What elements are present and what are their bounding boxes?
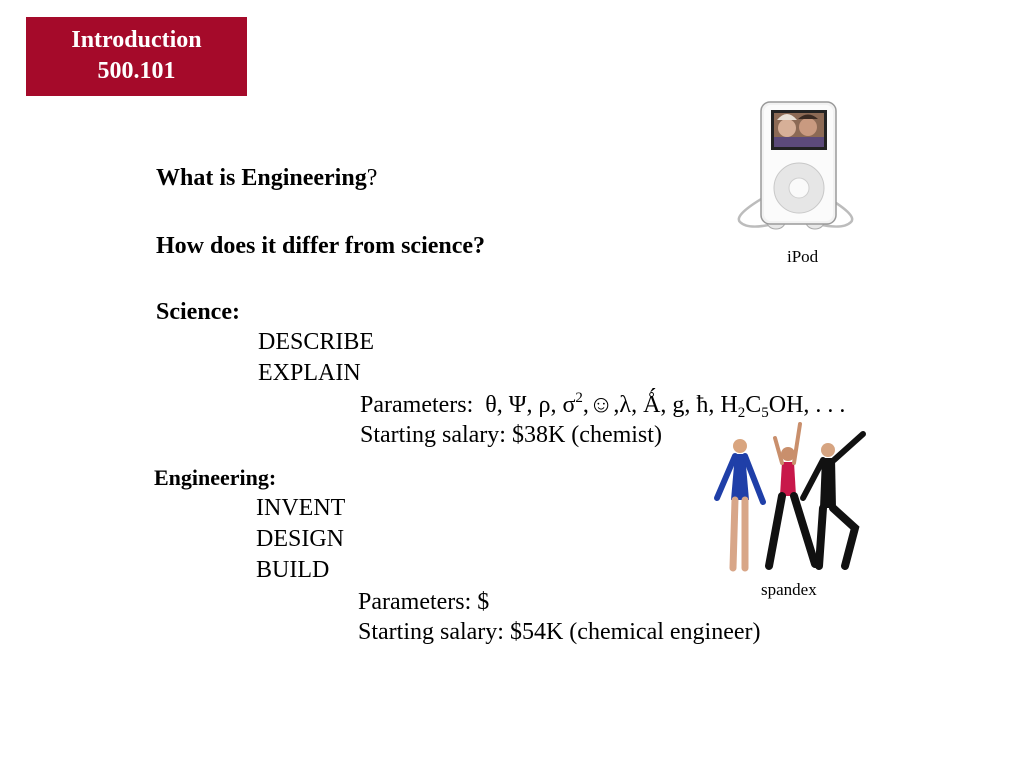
science-verb-describe: DESCRIBE: [258, 329, 375, 355]
spandex-caption: spandex: [761, 580, 817, 599]
science-heading: Science:: [156, 299, 240, 325]
title-line-2: 500.101: [97, 58, 176, 84]
engineering-heading: Engineering:: [154, 465, 277, 490]
question-engineering-bold: What is Engineering: [156, 165, 367, 191]
engineering-salary: Starting salary: $54K (chemical engineer): [358, 619, 761, 645]
science-parameters: [360, 390, 845, 420]
question-difference: How does it differ from science?: [156, 233, 486, 259]
science-params-label: Parameters:: [360, 392, 474, 418]
ipod-caption: iPod: [787, 247, 819, 266]
ipod-image: [728, 100, 863, 240]
science-salary: Starting salary: $38K (chemist): [360, 422, 662, 448]
science-params-end: OH, . . .: [768, 392, 846, 418]
title-line-1: Introduction: [71, 27, 202, 53]
science-params-symbols: θ, Ψ, ρ, σ: [485, 392, 576, 418]
science-params-mid: ,☺,λ, Ǻ, g, ħ, H: [582, 392, 738, 418]
science-verb-explain: EXPLAIN: [258, 360, 361, 386]
engineering-verb-build: BUILD: [256, 557, 330, 583]
question-engineering: [156, 163, 377, 193]
engineering-verb-design: DESIGN: [256, 526, 344, 552]
science-params-sub1: 2: [737, 405, 746, 421]
engineering-verb-invent: INVENT: [256, 495, 346, 521]
title-box: [26, 17, 247, 96]
engineering-parameters: Parameters: $: [358, 589, 490, 615]
spandex-image: [705, 420, 880, 575]
science-params-c: C: [745, 392, 762, 418]
question-mark: ?: [366, 165, 378, 191]
science-params-sup: 2: [575, 390, 583, 406]
science-params-sub2: 5: [761, 405, 769, 421]
